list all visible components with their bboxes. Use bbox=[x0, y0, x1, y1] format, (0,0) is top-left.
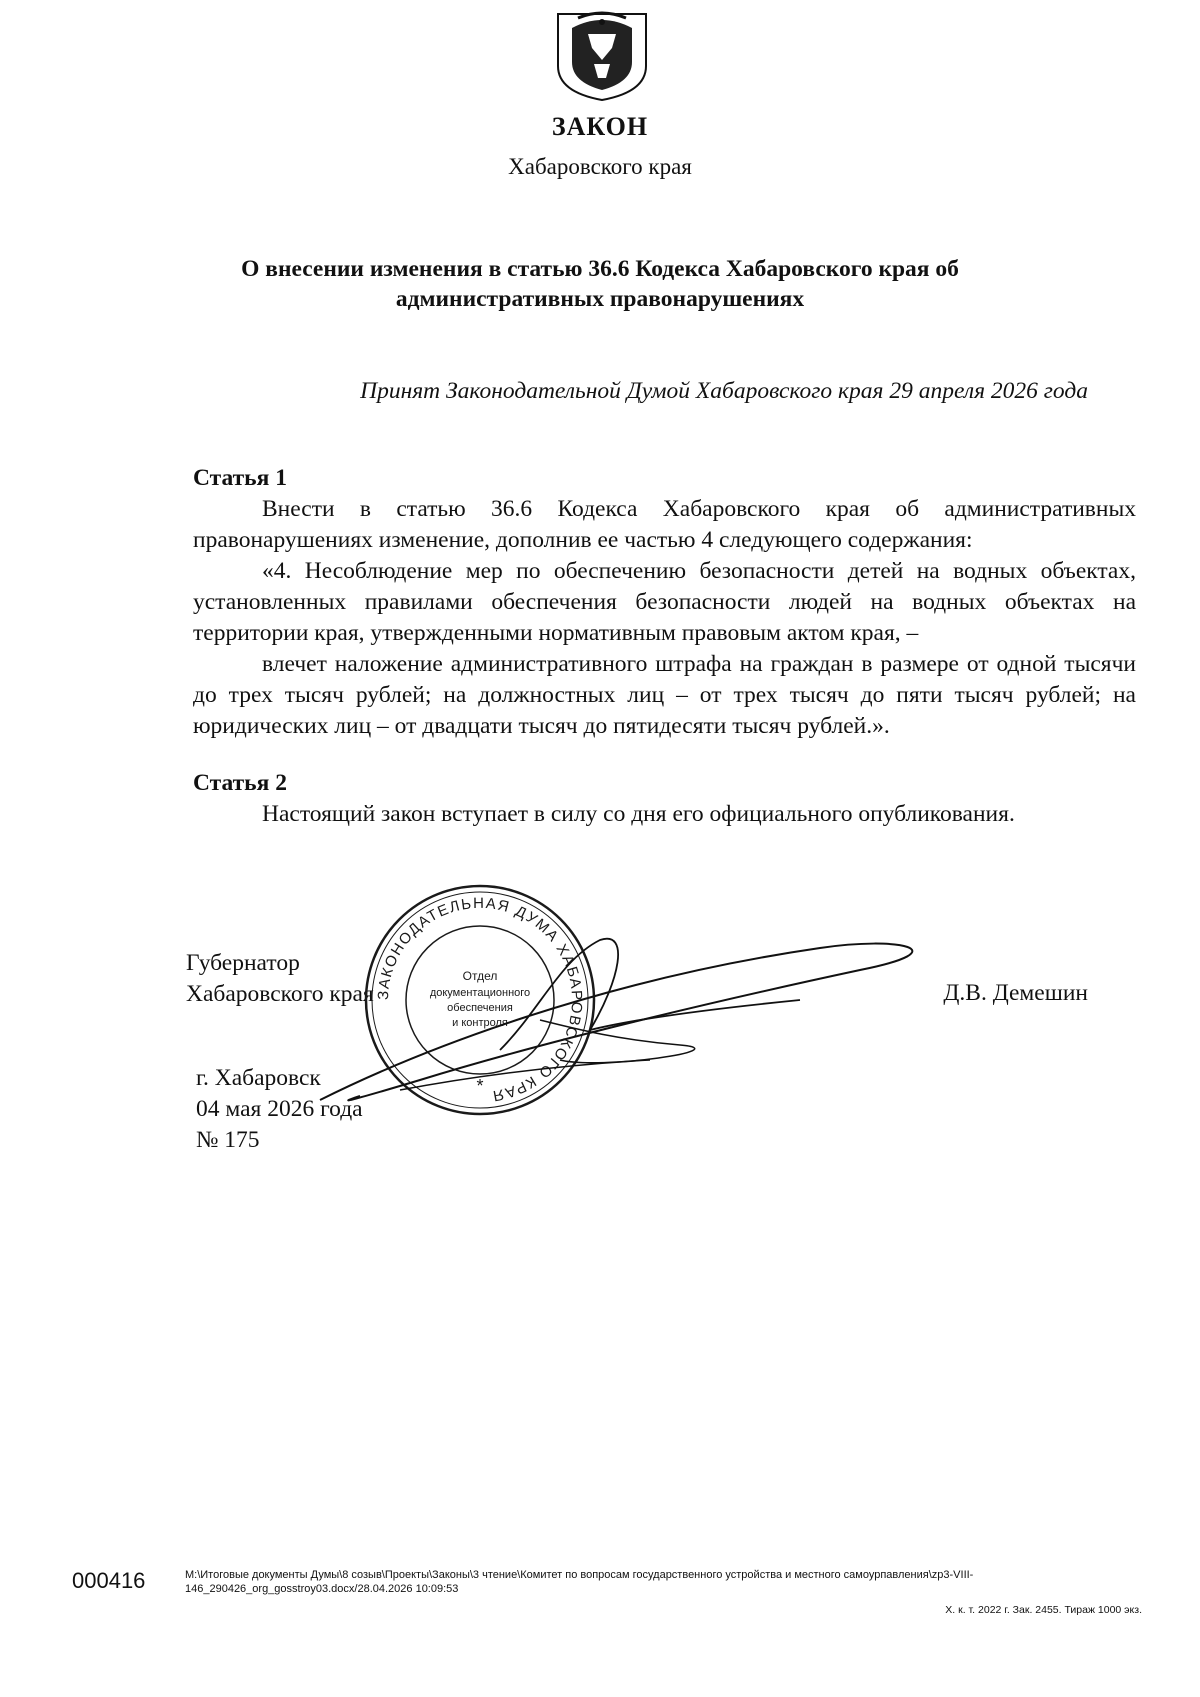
city: г. Хабаровск bbox=[196, 1065, 321, 1091]
seal-center-line: Отдел bbox=[462, 969, 498, 983]
document-subject: О внесении изменения в статью 36.6 Кодекса Хабаровского края об административных правонарушениях bbox=[241, 256, 959, 312]
document-region: Хабаровского края bbox=[508, 154, 692, 179]
article-2 bbox=[193, 768, 1136, 830]
seal-star: * bbox=[476, 1076, 484, 1096]
governor-name: Д.В. Демешин bbox=[943, 980, 1088, 1006]
seal-ring-text: ЗАКОНОДАТЕЛЬНАЯ ДУМА ХАБАРОВСКОГО КРАЯ bbox=[374, 894, 586, 1105]
article-2-paragraph: Настоящий закон вступает в силу со дня его официального опубликования. bbox=[262, 801, 1015, 827]
article-1-paragraph: «4. Несоблюдение мер по обеспечению безопасности детей на водных объектах, установленных правилами обеспечения безопасности людей на водных объектах на территории края, утвержденными нормативным правовым актом края, – bbox=[193, 558, 1136, 646]
governor-title-line: Хабаровского края bbox=[186, 981, 374, 1007]
law-number: № 175 bbox=[196, 1127, 260, 1153]
governor-title-line: Губернатор bbox=[186, 950, 300, 976]
document-type: ЗАКОН bbox=[551, 112, 649, 141]
registration-number: 000416 bbox=[72, 1568, 146, 1593]
date: 04 мая 2026 года bbox=[196, 1096, 363, 1122]
print-info: Х. к. т. 2022 г. Зак. 2455. Тираж 1000 экз. bbox=[945, 1604, 1142, 1616]
adoption-line: Принят Законодательной Думой Хабаровского края 29 апреля 2026 года bbox=[360, 378, 1088, 404]
article-1-paragraph: Внести в статью 36.6 Кодекса Хабаровского края об административных правонарушениях изменение, дополнив ее частью 4 следующего содержания: bbox=[193, 496, 1136, 553]
article-1-heading: Статья 1 bbox=[193, 465, 287, 491]
seal-center-line: документационного bbox=[429, 987, 531, 999]
coat-of-arms-icon bbox=[548, 8, 656, 102]
seal-center-line: и контроля bbox=[452, 1017, 508, 1029]
article-1-paragraph: влечет наложение административного штрафа на граждан в размере от одной тысячи до трех тысяч рублей; на должностных лиц – от трех тысяч до пяти тысяч рублей; на юридических лиц – от двадцати тысяч до пятидесяти тысяч рублей.». bbox=[193, 651, 1136, 739]
seal-center-line: обеспечения bbox=[447, 1002, 513, 1014]
file-path: M:\Итоговые документы Думы\8 созыв\Проекты\Законы\3 чтение\Комитет по вопросам государственного устройства и местного самоурпавления\zp3-VIII-146_290426_org_gosstroy03.docx/28.04.2026 10:09:53 bbox=[185, 1569, 974, 1595]
article-1 bbox=[193, 463, 1136, 742]
article-2-heading: Статья 2 bbox=[193, 770, 287, 796]
handwritten-signature bbox=[300, 900, 1000, 1130]
